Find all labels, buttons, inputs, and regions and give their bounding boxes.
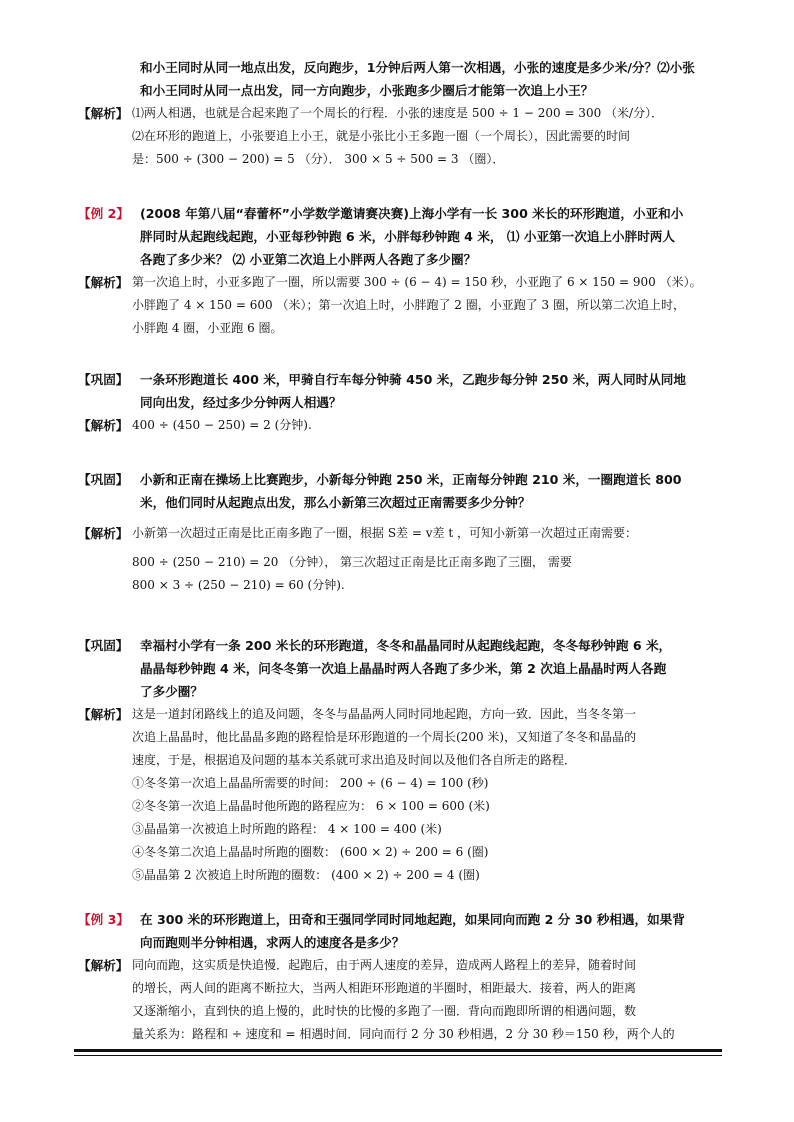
- example-tag: 【例 2】: [78, 206, 129, 221]
- practice-2: [78, 468, 728, 597]
- question-line: 【例 2】 (2008 年第八届“春蕾杯”小学数学邀请赛决赛)上海小学有一长 300 米长的环形跑道，小亚和小: [78, 202, 728, 225]
- practice-3: [78, 634, 728, 887]
- question-line: 和小王同时从同一点出发，同一方向跑步，小张跑多少圈后才能第一次追上小王？: [140, 83, 594, 98]
- question-line: 各跑了多少米？ ⑵ 小亚第二次追上小胖两人各跑了多少圈？: [140, 252, 477, 267]
- question-line: 米，他们同时从起跑点出发，那么小新第三次超过正南需要多少分钟？: [140, 495, 531, 510]
- question-line: 【巩固】 幸福村小学有一条 200 米长的环形跑道，冬冬和晶晶同时从起跑线起跑，冬冬每秒钟跑 6 米，: [78, 634, 728, 657]
- answer-line: ⑵在环形的跑道上，小张要追上小王，就是小张比小王多跑一圈（一个周长），因此需要的时间: [132, 129, 631, 143]
- practice-tag: 【巩固】: [78, 638, 129, 653]
- example-3: [78, 908, 728, 1046]
- answer-line: 【解析】 这是一道封闭路线上的追及问题，冬冬与晶晶两人同时同地起跑，方向一致．因此，当冬冬第一: [78, 703, 728, 726]
- question-line: 了多少圈？: [140, 684, 203, 699]
- answer-line: 是：500 ÷ (300 − 200) = 5 （分）． 300 × 5 ÷ 500 = 3 （圈）．: [132, 152, 505, 166]
- answer-line: 800 ÷ (250 − 210) = 20 （分钟）， 第三次超过正南是比正南多跑了三圈， 需要: [132, 555, 572, 569]
- answer-line: 的增长，两人间的距离不断拉大，当两人相距环形跑道的半圈时，相距最大．接着，两人的距离: [132, 981, 637, 995]
- answer-line: 【解析】 400 ÷ (450 − 250) = 2 (分钟).: [78, 414, 728, 437]
- footer-rule-thick: [74, 1049, 722, 1052]
- answer-line: ④冬冬第二次追上晶晶时所跑的圈数： (600 × 2) ÷ 200 = 6 (圈): [132, 845, 489, 859]
- example-tag: 【例 3】: [78, 912, 129, 927]
- question-line: 向而跑则半分钟相遇，求两人的速度各是多少？: [140, 935, 405, 950]
- answer-line: 800 × 3 ÷ (250 − 210) = 60 (分钟).: [132, 578, 345, 592]
- jiexi-tag: 【解析】: [78, 526, 129, 541]
- jiexi-tag: 【解析】: [78, 958, 129, 973]
- answer-line: 【解析】 第一次追上时，小亚多跑了一圈，所以需要 300 ÷ (6 − 4) = 150 秒，小亚跑了 6 × 150 = 900 （米）。: [78, 271, 728, 294]
- answer-line: ③晶晶第一次被追上时所跑的路程： 4 × 100 = 400 (米): [132, 822, 442, 836]
- jiexi-tag: 【解析】: [78, 707, 129, 722]
- question-line: 【巩固】 小新和正南在操场上比赛跑步，小新每分钟跑 250 米，正南每分钟跑 210 米，一圈跑道长 800: [78, 468, 728, 491]
- answer-line: ⑤晶晶第 2 次被追上时所跑的圈数： (400 × 2) ÷ 200 = 4 (圈): [132, 868, 480, 882]
- practice-1: [78, 368, 728, 437]
- question-line: 胖同时从起跑线起跑，小亚每秒钟跑 6 米，小胖每秒钟跑 4 米， ⑴ 小亚第一次追上小胖时两人: [140, 229, 675, 244]
- answer-line: 量关系为：路程和 ÷ 速度和 = 相遇时间．同向而行 2 分 30 秒相遇，2 分 30 秒＝150 秒，两个人的: [132, 1027, 675, 1041]
- jiexi-tag: 【解析】: [78, 275, 129, 290]
- question-line: 【巩固】 一条环形跑道长 400 米，甲骑自行车每分钟骑 450 米，乙跑步每分钟 250 米，两人同时从同地: [78, 368, 728, 391]
- answer-line: 次追上晶晶时，他比晶晶多跑的路程恰是环形跑道的一个周长(200 米)，又知道了冬冬和晶晶的: [132, 730, 637, 744]
- example-2: [78, 202, 728, 340]
- footer-rule-thin: [74, 1055, 722, 1056]
- answer-line: 速度，于是，根据追及问题的基本关系就可求出追及时间以及他们各自所走的路程．: [132, 753, 577, 767]
- answer-line: ②冬冬第一次追上晶晶时他所跑的路程应为： 6 × 100 = 600 (米): [132, 799, 490, 813]
- answer-line: 小胖跑了 4 × 150 = 600 （米）；第一次追上时，小胖跑了 2 圈，小亚跑了 3 圈，所以第二次追上时，: [132, 298, 685, 312]
- answer-line: 【解析】 小新第一次超过正南是比正南多跑了一圈，根据 S差 = v差 t ，可知小新第一次超过正南需要：: [78, 522, 728, 545]
- jiexi-tag: 【解析】: [78, 418, 129, 433]
- problem-block-0: [78, 56, 728, 171]
- answer-line: 又逐渐缩小，直到快的追上慢的，此时快的比慢的多跑了一圈．背向而跑即所谓的相遇问题，数: [132, 1004, 637, 1018]
- answer-line: 【解析】 ⑴两人相遇，也就是合起来跑了一个周长的行程．小张的速度是 500 ÷ 1 − 200 = 300 （米/分）．: [78, 102, 728, 125]
- question-line: 晶晶每秒钟跑 4 米，问冬冬第一次追上晶晶时两人各跑了多少米，第 2 次追上晶晶时两人各跑: [140, 661, 667, 676]
- answer-line: 【解析】 同向而跑，这实质是快追慢．起跑后，由于两人速度的差异，造成两人路程上的差异，随着时间: [78, 954, 728, 977]
- practice-tag: 【巩固】: [78, 472, 129, 487]
- answer-line: 小胖跑 4 圈，小亚跑 6 圈。: [132, 321, 283, 335]
- question-line: 同向出发，经过多少分钟两人相遇？: [140, 395, 342, 410]
- question-line: 【例 3】 在 300 米的环形跑道上，田奇和王强同学同时同地起跑，如果同向而跑 2 分 30 秒相遇，如果背: [78, 908, 728, 931]
- practice-tag: 【巩固】: [78, 372, 129, 387]
- question-line: 和小王同时从同一地点出发，反向跑步，1分钟后两人第一次相遇，小张的速度是多少米/分？⑵小张: [140, 60, 695, 75]
- answer-line: ①冬冬第一次追上晶晶所需要的时间： 200 ÷ (6 − 4) = 100 (秒): [132, 776, 489, 790]
- jiexi-tag: 【解析】: [78, 106, 129, 121]
